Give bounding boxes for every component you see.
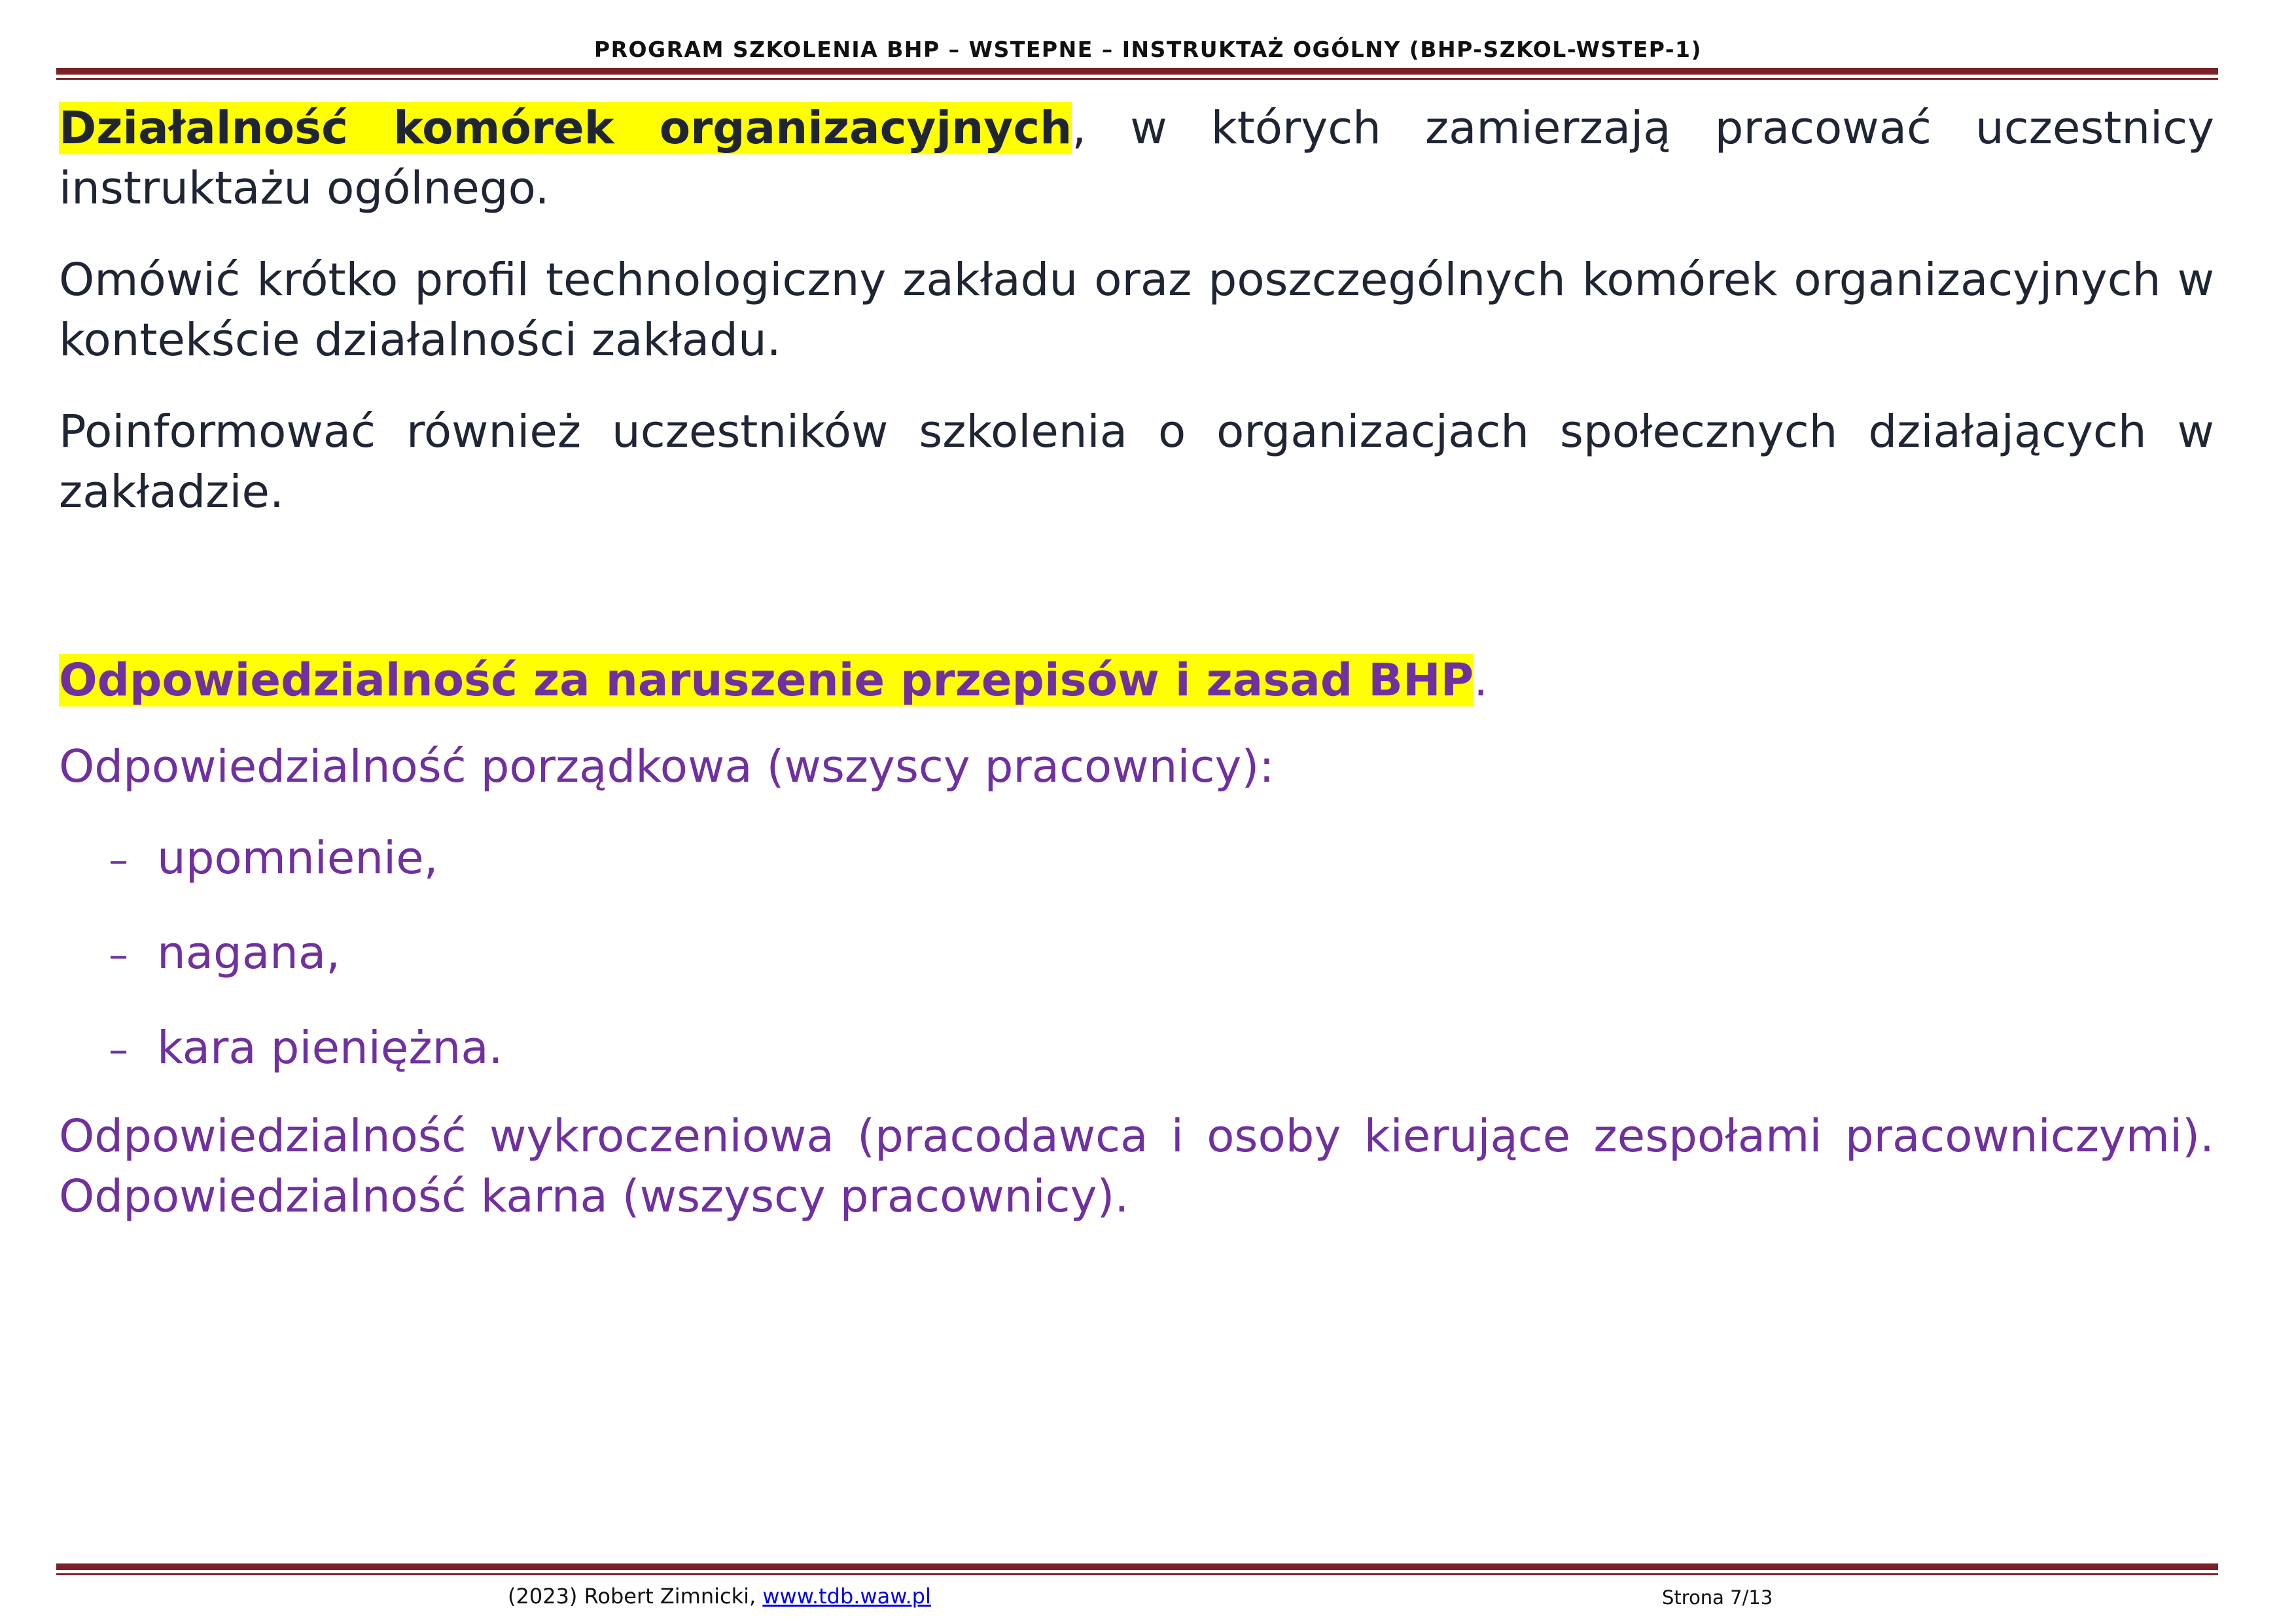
dash-bullet-icon: – [109,932,128,978]
list-item-label: kara pieniężna. [157,1022,503,1074]
section1-paragraph-profile: Omówić krótko profil technologiczny zakładu oraz poszczególnych komórek organizacyjnych w kontekście działalności zakładu. [59,254,2214,366]
section1-paragraph-social-orgs: Poinformować również uczestników szkolenia o organizacjach społecznych działających w zakładzie. [59,406,2214,518]
list-item-label: upomnienie, [157,832,438,884]
list-item [59,923,2214,985]
footer-credit-text: (2023) Robert Zimnicki, [508,1584,763,1609]
header-rule-thick [56,68,2218,75]
section1-heading-paragraph [59,98,2214,218]
dash-bullet-icon: – [109,1027,128,1073]
section-responsibility [59,650,2214,1227]
section1-heading-highlight: Działalność komórek organizacyjnych [59,102,1072,154]
page-number: Strona 7/13 [1662,1586,1773,1609]
section2-heading-highlight: Odpowiedzialność za naruszenie przepisów i zasad BHP [59,654,1474,707]
list-item [59,1018,2214,1080]
dash-bullet-icon: – [109,837,128,883]
list-item [59,828,2214,890]
section1-heading-rest: , w których zamierzają pracować uczestnicy instruktażu ogólnego. [59,102,2214,215]
footer-rule-thin [56,1573,2218,1575]
footer-website-link[interactable]: www.tdb.waw.pl [762,1584,931,1609]
header-rule-thin [56,78,2218,80]
section2-closing: Odpowiedzialność wykroczeniowa (pracodawca i osoby kierujące zespołami pracowniczymi). Odpowiedzialność karna (wszyscy pracownicy). [59,1110,2214,1223]
footer-credit [508,1583,931,1609]
footer-rule-thick [56,1563,2218,1570]
section2-heading [59,650,2214,710]
list-item-label: nagana, [157,927,341,979]
page-header-title: PROGRAM SZKOLENIA BHP – WSTEPNE – INSTRUKTAŻ OGÓLNY (BHP-SZKOL-WSTEP-1) [593,37,1703,62]
section2-intro: Odpowiedzialność porządkowa (wszyscy pracownicy): [59,741,1275,793]
penalty-list [59,828,2214,1080]
section-organizational-units [59,98,2214,522]
section2-heading-end: . [1474,654,1489,707]
